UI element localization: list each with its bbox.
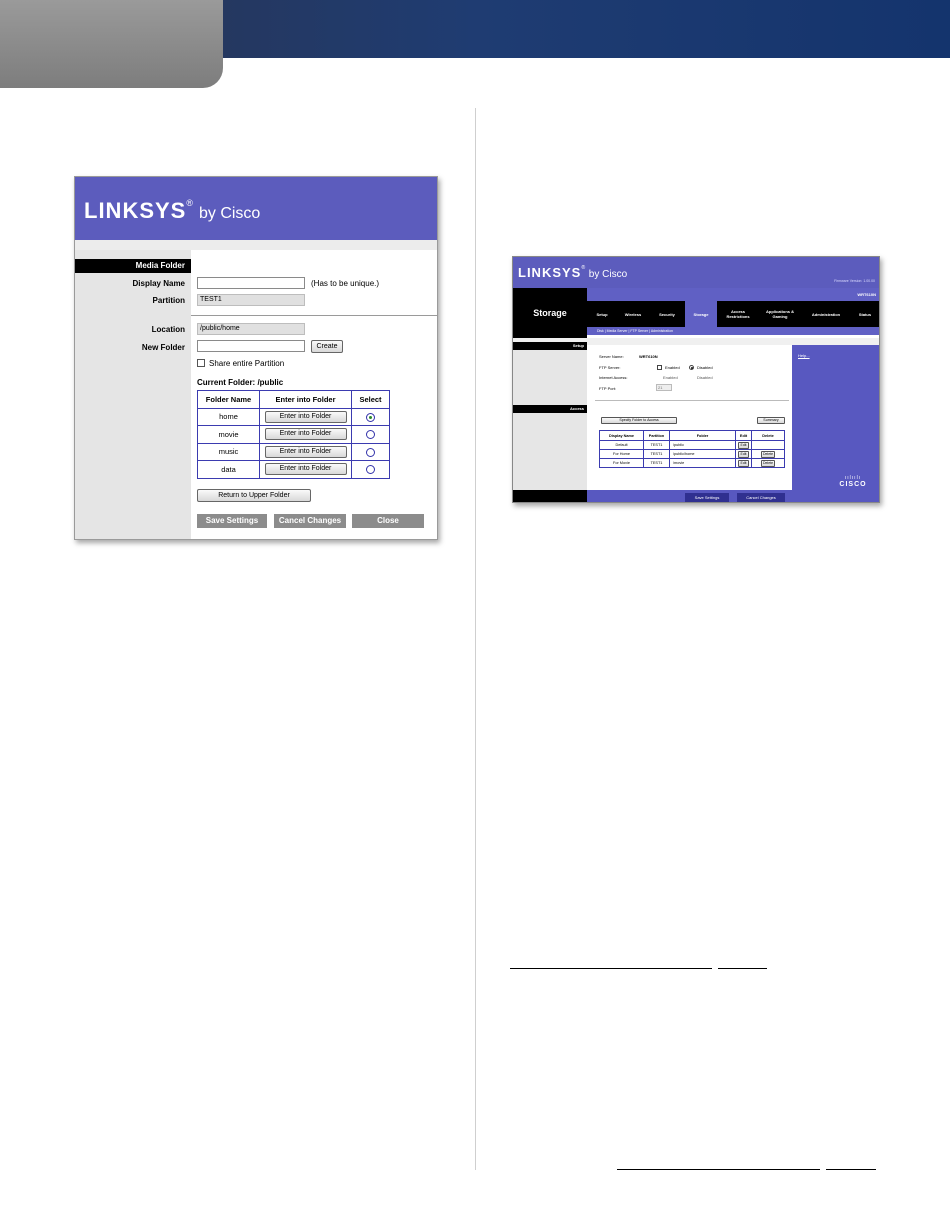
folder-cell: /public/home <box>670 450 736 459</box>
ftp-enabled-label: Enabled <box>665 365 680 370</box>
left-sidebar <box>75 250 191 540</box>
col-folder: Folder <box>670 431 736 441</box>
new-folder-input[interactable] <box>197 340 305 352</box>
edit-cell <box>736 450 752 459</box>
help-link[interactable]: Help... <box>798 353 810 358</box>
delete-cell <box>752 459 785 468</box>
tab-storage[interactable]: Storage <box>685 301 717 327</box>
help-panel <box>792 345 880 490</box>
cisco-bars-icon: ıılıılı <box>844 475 862 481</box>
close-button[interactable]: Close <box>352 514 424 528</box>
col-folder-name: Folder Name <box>198 391 260 409</box>
tab-setup[interactable]: Setup <box>596 311 608 317</box>
display-name-cell: Default <box>600 441 644 450</box>
delete-cell <box>752 450 785 459</box>
underline-rule <box>510 968 712 969</box>
folder-name: movie <box>198 426 260 444</box>
table-row <box>198 461 390 479</box>
folder-cell: /movie <box>670 459 736 468</box>
firmware-version: Firmware Version: 1.00.00 <box>834 279 875 283</box>
media-folder-screenshot <box>74 176 438 540</box>
chapter-tab <box>0 0 223 88</box>
ftp-port-input[interactable]: 21 <box>656 384 672 391</box>
table-row <box>600 450 785 459</box>
delete-cell <box>752 441 785 450</box>
share-entire-partition-checkbox[interactable] <box>197 359 205 367</box>
section-title: Storage <box>513 288 587 338</box>
internet-disabled-label[interactable]: Disabled <box>697 375 713 380</box>
col-select: Select <box>352 391 390 409</box>
tab-access-restrictions[interactable]: Access Restrictions <box>726 309 750 319</box>
col-delete: Delete <box>752 431 785 441</box>
select-cell <box>352 426 390 444</box>
partition-cell: TEST1 <box>644 459 670 468</box>
col-display-name: Display Name <box>600 431 644 441</box>
sub-tabs[interactable]: Disk | Media Server | FTP Server | Administration <box>587 327 880 335</box>
return-upper-folder-button[interactable]: Return to Upper Folder <box>197 489 311 502</box>
linksys-logo: LINKSYS® by Cisco <box>84 198 261 223</box>
select-cell <box>352 461 390 479</box>
current-folder-label: Current Folder: /public <box>197 378 284 387</box>
model-number: WRT610N <box>857 292 876 297</box>
ftp-port-label: FTP Port: <box>599 386 617 391</box>
delete-button[interactable]: Delete <box>762 460 774 465</box>
partition-cell: TEST1 <box>644 450 670 459</box>
tab-administration[interactable]: Administration <box>811 311 841 317</box>
separator <box>595 400 789 401</box>
col-partition: Partition <box>644 431 670 441</box>
table-row <box>600 459 785 468</box>
tab-wireless[interactable]: Wireless <box>624 311 642 317</box>
specify-folder-button[interactable]: Specify Folder to Access <box>601 417 677 424</box>
summary-button[interactable]: Summary <box>757 417 785 424</box>
server-name-label: Server Name: <box>599 354 624 359</box>
table-row <box>198 443 390 461</box>
partition-label: Partition <box>152 296 185 305</box>
create-button[interactable]: Create <box>311 340 343 353</box>
underline-rule <box>617 1169 820 1170</box>
enter-cell <box>260 461 352 479</box>
folder-name: music <box>198 443 260 461</box>
location-field: /public/home <box>197 323 305 335</box>
underline-rule <box>826 1169 876 1170</box>
folder-name: home <box>198 408 260 426</box>
table-row <box>198 426 390 444</box>
folder-table <box>197 390 390 479</box>
tab-security[interactable]: Security <box>659 311 675 317</box>
folder-cell: /public <box>670 441 736 450</box>
cisco-wordmark: CISCO <box>839 481 867 488</box>
internet-enabled-label[interactable]: Enabled <box>663 375 678 380</box>
edit-button[interactable]: Edit <box>740 451 747 456</box>
select-radio[interactable] <box>366 465 375 474</box>
ftp-disabled-radio[interactable] <box>689 365 694 370</box>
tab-applications-gaming[interactable]: Applications & Gaming <box>765 309 794 319</box>
select-cell <box>352 443 390 461</box>
col-enter-folder: Enter into Folder <box>260 391 352 409</box>
enter-cell <box>260 408 352 426</box>
sidebar-setup: Setup <box>513 342 587 350</box>
location-label: Location <box>151 325 185 334</box>
ftp-enabled-option[interactable] <box>657 365 662 370</box>
linksys-logo: LINKSYS® by Cisco <box>518 265 628 280</box>
table-header-row <box>600 431 785 441</box>
model-bar <box>587 288 880 301</box>
enter-folder-button[interactable]: Enter into Folder <box>265 463 347 475</box>
enter-cell <box>260 443 352 461</box>
enter-folder-button[interactable]: Enter into Folder <box>265 411 347 423</box>
server-name-value: WRT610N <box>639 354 658 359</box>
left-sidebar <box>513 345 587 490</box>
cancel-changes-button[interactable]: Cancel Changes <box>737 493 785 502</box>
edit-cell <box>736 459 752 468</box>
partition-field: TEST1 <box>197 294 305 306</box>
folder-name: data <box>198 461 260 479</box>
select-radio[interactable] <box>366 413 375 422</box>
delete-button[interactable]: Delete <box>762 451 774 456</box>
enter-folder-button[interactable]: Enter into Folder <box>265 446 347 458</box>
footer-left <box>513 490 587 503</box>
display-name-input[interactable] <box>197 277 305 289</box>
ftp-disabled-label: Disabled <box>697 365 713 370</box>
edit-cell <box>736 441 752 450</box>
section-title: Media Folder <box>75 259 191 273</box>
display-name-cell: For Home <box>600 450 644 459</box>
new-folder-label: New Folder <box>141 343 185 352</box>
partition-cell: TEST1 <box>644 441 670 450</box>
table-header-row <box>198 391 390 409</box>
underline-rule <box>718 968 767 969</box>
column-divider <box>475 108 476 1170</box>
enter-cell <box>260 426 352 444</box>
select-radio[interactable] <box>366 430 375 439</box>
table-row <box>198 408 390 426</box>
display-name-cell: For Movie <box>600 459 644 468</box>
display-name-label: Display Name <box>132 279 185 288</box>
tab-status[interactable]: Status <box>858 311 872 317</box>
separator <box>191 315 438 316</box>
sidebar-access: Access <box>513 405 587 413</box>
cancel-changes-button[interactable]: Cancel Changes <box>274 514 346 528</box>
unique-hint: (Has to be unique.) <box>311 279 380 288</box>
share-entire-partition-label: Share entire Partition <box>209 359 285 368</box>
save-settings-button[interactable]: Save Settings <box>197 514 267 528</box>
col-edit: Edit <box>736 431 752 441</box>
select-radio[interactable] <box>366 448 375 457</box>
enter-folder-button[interactable]: Enter into Folder <box>265 428 347 440</box>
storage-screenshot <box>512 256 880 503</box>
internet-access-label: Internet Access: <box>599 375 628 380</box>
cisco-logo <box>833 475 873 488</box>
ftp-server-label: FTP Server: <box>599 365 621 370</box>
gap-bar <box>75 240 438 250</box>
edit-button[interactable]: Edit <box>740 442 747 447</box>
table-row <box>600 441 785 450</box>
main-tabs <box>587 301 880 327</box>
save-settings-button[interactable]: Save Settings <box>685 493 729 502</box>
share-table <box>599 430 785 468</box>
edit-button[interactable]: Edit <box>740 460 747 465</box>
select-cell <box>352 408 390 426</box>
